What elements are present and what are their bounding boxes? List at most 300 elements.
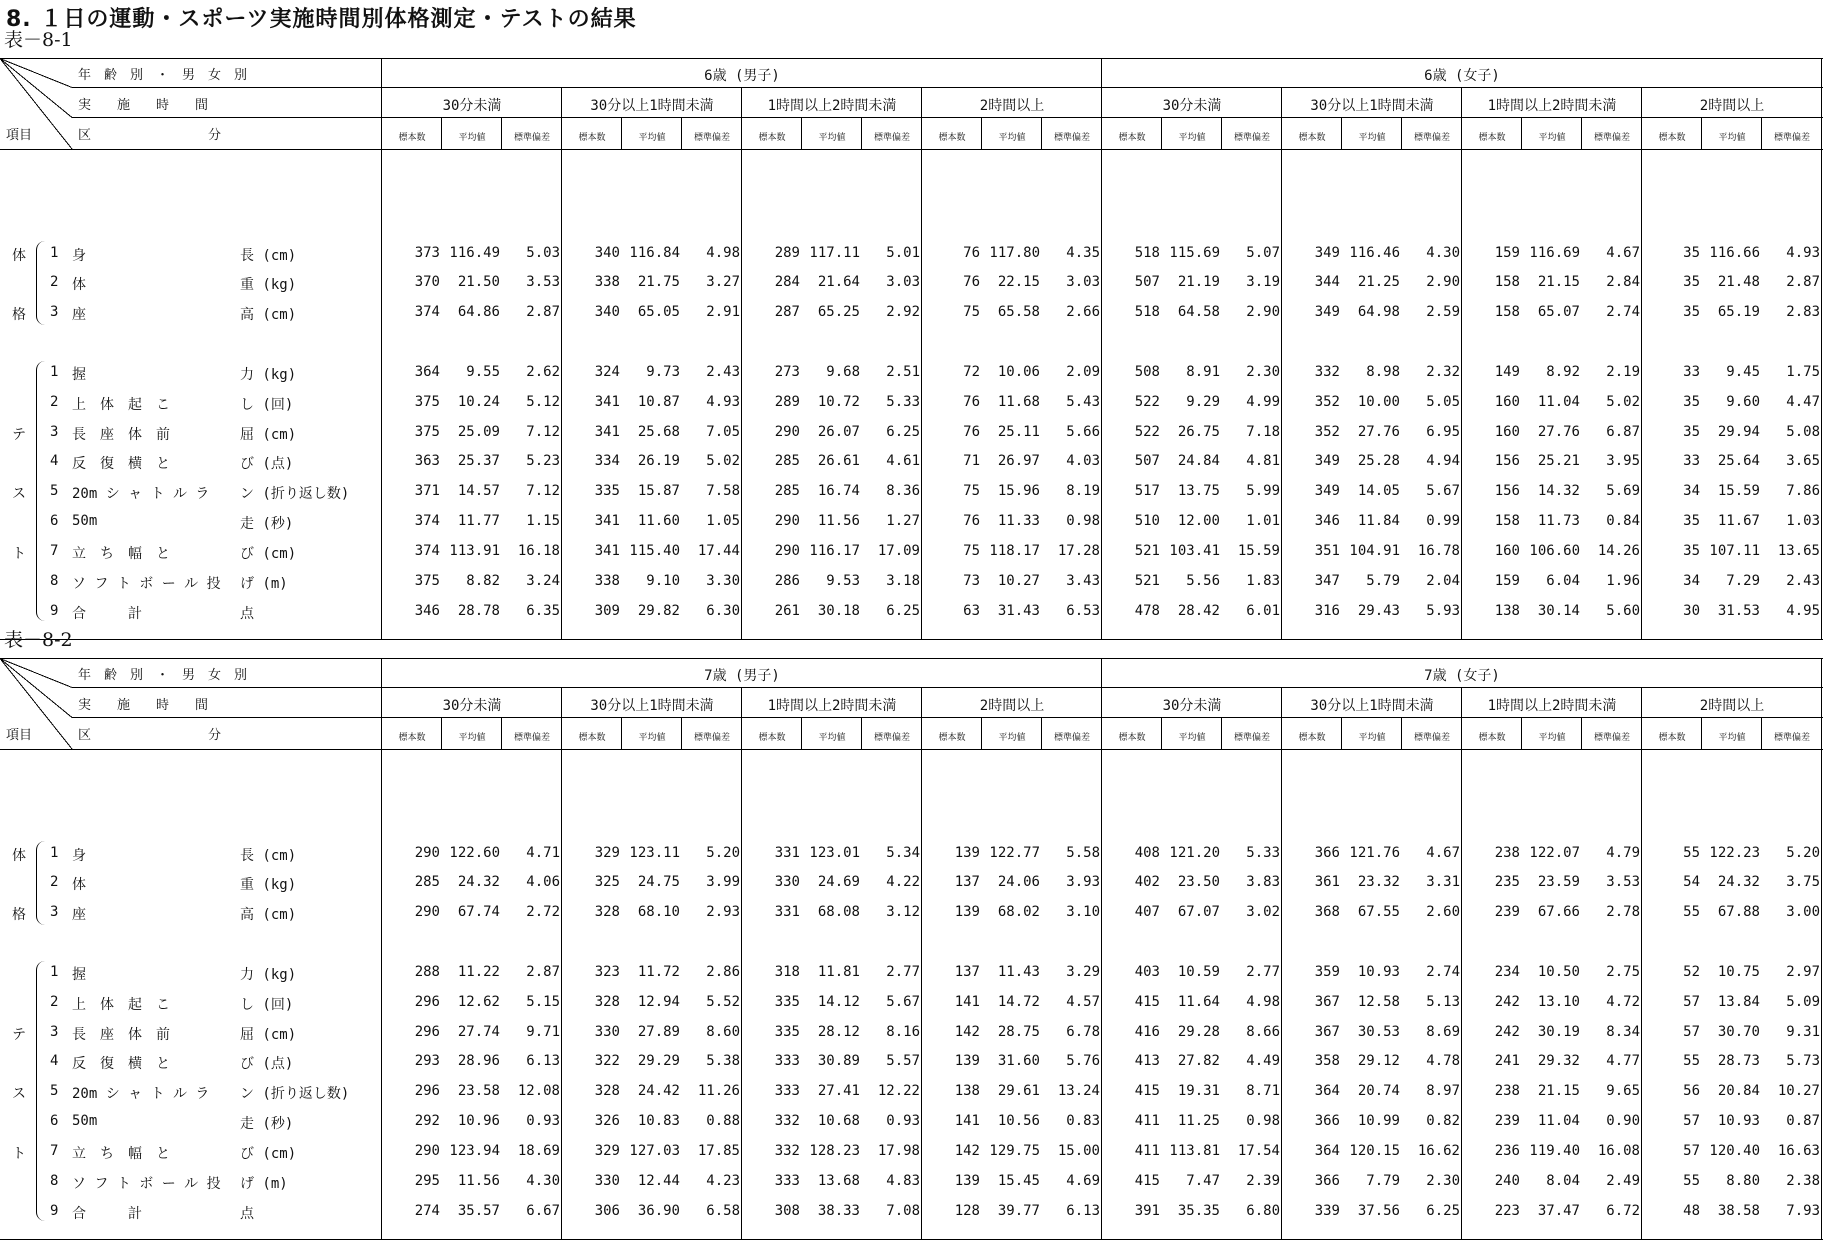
table-cell: 21.19: [1177, 274, 1220, 290]
table-cell: 67.07: [1177, 904, 1220, 920]
table-cell: 285: [774, 453, 800, 469]
table-cell: 7.12: [526, 483, 560, 499]
table-cell: 26.61: [817, 453, 860, 469]
table-cell: 7.05: [706, 424, 740, 440]
table-cell: 3.27: [706, 274, 740, 290]
table-cell: 235: [1494, 874, 1520, 890]
table-cell: 27.41: [817, 1083, 860, 1099]
table-cell: 5.20: [706, 845, 740, 861]
stat-header: 標準偏差: [1773, 133, 1810, 143]
table-cell: 7.47: [1186, 1173, 1220, 1189]
table-cell: 10.06: [997, 364, 1040, 380]
stat-header: 標本数: [938, 133, 966, 143]
table-cell: 156: [1494, 453, 1520, 469]
table-cell: 2.91: [706, 304, 740, 320]
table-cell: 35: [1683, 245, 1700, 261]
header-category: 区 分: [78, 728, 222, 743]
table-cell: 24.42: [637, 1083, 680, 1099]
table-cell: 366: [1314, 845, 1340, 861]
table-cell: 3.53: [526, 274, 560, 290]
category-label: ト: [12, 546, 26, 562]
table-cell: 340: [594, 304, 620, 320]
table-cell: 8.36: [886, 483, 920, 499]
table-cell: 116.17: [809, 543, 860, 559]
table-cell: 10.59: [1177, 964, 1220, 980]
table-cell: 8.69: [1426, 1024, 1460, 1040]
table-cell: 416: [1134, 1024, 1160, 1040]
table-cell: 15.96: [997, 483, 1040, 499]
table-cell: 123.94: [449, 1143, 500, 1159]
table-cell: 11.68: [997, 394, 1040, 410]
time-group-header: 2時間以上: [979, 698, 1045, 714]
table-cell: 507: [1134, 274, 1160, 290]
table-cell: 14.05: [1357, 483, 1400, 499]
table-cell: 367: [1314, 994, 1340, 1010]
table-cell: 322: [594, 1053, 620, 1069]
table-cell: 341: [594, 543, 620, 559]
table-cell: 2.39: [1246, 1173, 1280, 1189]
table-cell: 14.26: [1597, 543, 1640, 559]
table-cell: 30.14: [1537, 603, 1580, 619]
table-cell: 64.58: [1177, 304, 1220, 320]
table-cell: 238: [1494, 845, 1520, 861]
table-cell: 4.71: [526, 845, 560, 861]
table-cell: 366: [1314, 1113, 1340, 1129]
table-cell: 10.75: [1717, 964, 1760, 980]
stat-header: 標準偏差: [693, 133, 730, 143]
header-item: 項目: [6, 128, 33, 143]
table-cell: 2.90: [1426, 274, 1460, 290]
table-cell: 7.08: [886, 1203, 920, 1219]
table-cell: 11.22: [457, 964, 500, 980]
table-cell: 0.98: [1066, 513, 1100, 529]
table-cell: 9.65: [1606, 1083, 1640, 1099]
table-cell: 2.62: [526, 364, 560, 380]
table-cell: 1.01: [1246, 513, 1280, 529]
row-number: 1: [50, 845, 59, 861]
stat-header: 標準偏差: [1593, 133, 1630, 143]
table-cell: 21.64: [817, 274, 860, 290]
table-cell: 21.75: [637, 274, 680, 290]
table-cell: 2.93: [706, 904, 740, 920]
table-cell: 23.50: [1177, 874, 1220, 890]
table-cell: 127.03: [629, 1143, 680, 1159]
table-cell: 30.19: [1537, 1024, 1580, 1040]
table-cell: 285: [414, 874, 440, 890]
row-number: 3: [50, 304, 59, 320]
category-label: 体: [12, 848, 26, 864]
table-cell: 290: [414, 1143, 440, 1159]
table-cell: 332: [774, 1113, 800, 1129]
table-cell: 349: [1314, 245, 1340, 261]
table-cell: 31.43: [997, 603, 1040, 619]
table-cell: 508: [1134, 364, 1160, 380]
row-number: 4: [50, 1053, 59, 1069]
row-unit: 高 (cm): [240, 907, 297, 923]
table-cell: 7.93: [1786, 1203, 1820, 1219]
table-cell: 288: [414, 964, 440, 980]
table-cell: 374: [414, 513, 440, 529]
table-cell: 103.41: [1169, 543, 1220, 559]
table-cell: 367: [1314, 1024, 1340, 1040]
table-cell: 326: [594, 1113, 620, 1129]
table-cell: 308: [774, 1203, 800, 1219]
stat-header: 標本数: [398, 133, 426, 143]
table-cell: 75: [963, 304, 980, 320]
stat-header: 標準偏差: [1413, 733, 1450, 743]
category-label: ス: [12, 486, 26, 502]
table-cell: 8.34: [1606, 1024, 1640, 1040]
diagonal-line: [0, 659, 72, 688]
table-cell: 330: [594, 1024, 620, 1040]
row-unit: 屈 (cm): [240, 1027, 297, 1043]
table-cell: 10.96: [457, 1113, 500, 1129]
stat-header: 平均値: [1718, 733, 1746, 743]
table-cell: 5.08: [1786, 424, 1820, 440]
table-cell: 334: [594, 453, 620, 469]
category-label: テ: [12, 1027, 26, 1043]
row-number: 3: [50, 1024, 59, 1040]
table-cell: 5.67: [1426, 483, 1460, 499]
table-cell: 333: [774, 1083, 800, 1099]
table-cell: 129.75: [989, 1143, 1040, 1159]
female-title: 7歳 (女子): [1424, 668, 1500, 684]
table-cell: 142: [954, 1143, 980, 1159]
table-cell: 242: [1494, 994, 1520, 1010]
table-cell: 0.83: [1066, 1113, 1100, 1129]
table-cell: 5.79: [1366, 573, 1400, 589]
table-cell: 5.03: [526, 245, 560, 261]
category-label: テ: [12, 427, 26, 443]
table-cell: 9.73: [646, 364, 680, 380]
stat-header: 平均値: [818, 133, 846, 143]
table-cell: 403: [1134, 964, 1160, 980]
table-cell: 10.72: [817, 394, 860, 410]
time-group-header: 30分以上1時間未満: [1310, 98, 1434, 114]
table-cell: 35: [1683, 394, 1700, 410]
row-name: 座: [72, 307, 86, 323]
table-cell: 3.65: [1786, 453, 1820, 469]
table-cell: 370: [414, 274, 440, 290]
stat-header: 平均値: [458, 133, 486, 143]
table-cell: 4.72: [1606, 994, 1640, 1010]
table-cell: 521: [1134, 543, 1160, 559]
table-cell: 330: [594, 1173, 620, 1189]
table-cell: 335: [774, 1024, 800, 1040]
table-cell: 5.66: [1066, 424, 1100, 440]
table-cell: 15.87: [637, 483, 680, 499]
table-cell: 332: [774, 1143, 800, 1159]
table-cell: 11.64: [1177, 994, 1220, 1010]
table-cell: 242: [1494, 1024, 1520, 1040]
table-cell: 12.58: [1357, 994, 1400, 1010]
row-name: 長 座 体 前: [72, 1027, 170, 1043]
table-cell: 67.66: [1537, 904, 1580, 920]
table-cell: 2.90: [1246, 304, 1280, 320]
table-cell: 10.68: [817, 1113, 860, 1129]
table-cell: 17.09: [877, 543, 920, 559]
row-unit: 走 (秒): [240, 516, 294, 532]
table-cell: 2.87: [526, 964, 560, 980]
table-cell: 10.00: [1357, 394, 1400, 410]
table-cell: 104.91: [1349, 543, 1400, 559]
table-cell: 289: [774, 394, 800, 410]
table-cell: 17.85: [697, 1143, 740, 1159]
row-name: 50m: [72, 1113, 98, 1129]
table-cell: 293: [414, 1053, 440, 1069]
table-cell: 65.07: [1537, 304, 1580, 320]
table-cell: 11.84: [1357, 513, 1400, 529]
table-cell: 26.97: [997, 453, 1040, 469]
row-name: 50m: [72, 513, 98, 529]
row-name: 身: [72, 848, 86, 864]
row-name: 座: [72, 907, 86, 923]
stat-header: 平均値: [638, 133, 666, 143]
table-cell: 76: [963, 394, 980, 410]
table-cell: 329: [594, 1143, 620, 1159]
table-cell: 0.87: [1786, 1113, 1820, 1129]
table-cell: 17.98: [877, 1143, 920, 1159]
table-cell: 19.31: [1177, 1083, 1220, 1099]
table-cell: 4.83: [886, 1173, 920, 1189]
stat-header: 平均値: [1718, 133, 1746, 143]
table-cell: 10.83: [637, 1113, 680, 1129]
table-cell: 68.10: [637, 904, 680, 920]
table-cell: 341: [594, 394, 620, 410]
table-cell: 4.99: [1246, 394, 1280, 410]
test-brace: [36, 961, 45, 1221]
table-cell: 522: [1134, 394, 1160, 410]
table-cell: 107.11: [1709, 543, 1760, 559]
table-cell: 510: [1134, 513, 1160, 529]
row-number: 8: [50, 1173, 59, 1189]
table-cell: 115.69: [1169, 245, 1220, 261]
table-cell: 3.03: [886, 274, 920, 290]
stat-header: 標準偏差: [873, 133, 910, 143]
table-cell: 138: [954, 1083, 980, 1099]
time-group-header: 1時間以上2時間未満: [767, 698, 897, 714]
table-cell: 351: [1314, 543, 1340, 559]
table-cell: 5.99: [1246, 483, 1280, 499]
table-cell: 116.66: [1709, 245, 1760, 261]
table-cell: 507: [1134, 453, 1160, 469]
table-cell: 236: [1494, 1143, 1520, 1159]
table-cell: 9.31: [1786, 1024, 1820, 1040]
table-cell: 5.56: [1186, 573, 1220, 589]
time-group-header: 2時間以上: [1699, 698, 1765, 714]
male-title: 6歳 (男子): [704, 68, 780, 84]
table-cell: 138: [1494, 603, 1520, 619]
table-cell: 330: [774, 874, 800, 890]
table-cell: 30.70: [1717, 1024, 1760, 1040]
table-cell: 335: [774, 994, 800, 1010]
table-cell: 2.87: [526, 304, 560, 320]
row-name: 長 座 体 前: [72, 427, 170, 443]
stat-header: 標本数: [758, 133, 786, 143]
table-cell: 9.55: [466, 364, 500, 380]
row-name: 身: [72, 248, 86, 264]
table-cell: 6.25: [886, 603, 920, 619]
table-cell: 374: [414, 543, 440, 559]
male-title: 7歳 (男子): [704, 668, 780, 684]
table-cell: 413: [1134, 1053, 1160, 1069]
stat-header: 標準偏差: [1053, 733, 1090, 743]
table-cell: 25.21: [1537, 453, 1580, 469]
table-cell: 3.03: [1066, 274, 1100, 290]
table-cell: 33: [1683, 364, 1700, 380]
stat-header: 標準偏差: [513, 733, 550, 743]
table-cell: 8.19: [1066, 483, 1100, 499]
table-cell: 128: [954, 1203, 980, 1219]
table-cell: 10.56: [997, 1113, 1040, 1129]
row-unit: し (回): [240, 997, 294, 1013]
table-cell: 347: [1314, 573, 1340, 589]
row-name: 上 体 起 こ: [72, 997, 170, 1013]
table-cell: 333: [774, 1173, 800, 1189]
table-cell: 25.37: [457, 453, 500, 469]
time-group-header: 30分未満: [442, 698, 502, 714]
table-cell: 324: [594, 364, 620, 380]
table-cell: 517: [1134, 483, 1160, 499]
table-cell: 6.35: [526, 603, 560, 619]
table-cell: 415: [1134, 1083, 1160, 1099]
stat-header: 平均値: [1358, 133, 1386, 143]
diagonal-line: [0, 59, 72, 118]
table-cell: 2.49: [1606, 1173, 1640, 1189]
table-cell: 1.75: [1786, 364, 1820, 380]
row-number: 4: [50, 453, 59, 469]
table-cell: 4.06: [526, 874, 560, 890]
table-cell: 11.73: [1537, 513, 1580, 529]
table-cell: 2.51: [886, 364, 920, 380]
row-unit: 重 (kg): [240, 277, 297, 293]
row-unit: び (点): [240, 1056, 294, 1072]
table-cell: 8.16: [886, 1024, 920, 1040]
table-cell: 0.88: [706, 1113, 740, 1129]
table-cell: 368: [1314, 904, 1340, 920]
table-cell: 6.72: [1606, 1203, 1640, 1219]
table-cell: 52: [1683, 964, 1700, 980]
table-cell: 2.38: [1786, 1173, 1820, 1189]
category-label: ス: [12, 1086, 26, 1102]
table-cell: 328: [594, 1083, 620, 1099]
table-cell: 56: [1683, 1083, 1700, 1099]
table-cell: 2.43: [706, 364, 740, 380]
table-cell: 25.68: [637, 424, 680, 440]
table-cell: 2.78: [1606, 904, 1640, 920]
table-cell: 1.27: [886, 513, 920, 529]
table-cell: 27.89: [637, 1024, 680, 1040]
table-cell: 8.60: [706, 1024, 740, 1040]
table-cell: 374: [414, 304, 440, 320]
row-number: 1: [50, 364, 59, 380]
time-group-header: 30分以上1時間未満: [590, 98, 714, 114]
table-cell: 375: [414, 394, 440, 410]
table-cell: 296: [414, 994, 440, 1010]
table-cell: 35: [1683, 274, 1700, 290]
table-cell: 35: [1683, 513, 1700, 529]
table-cell: 24.84: [1177, 453, 1220, 469]
stat-header: 標準偏差: [513, 133, 550, 143]
table-cell: 2.43: [1786, 573, 1820, 589]
stat-header: 標準偏差: [1233, 133, 1270, 143]
table-cell: 76: [963, 513, 980, 529]
table-cell: 72: [963, 364, 980, 380]
table-cell: 16.63: [1777, 1143, 1820, 1159]
row-unit: 点: [240, 606, 254, 622]
page-title: 8. １日の運動・スポーツ実施時間別体格測定・テストの結果: [6, 7, 637, 32]
table-cell: 71: [963, 453, 980, 469]
table-cell: 3.10: [1066, 904, 1100, 920]
table-cell: 3.99: [706, 874, 740, 890]
table-cell: 57: [1683, 1024, 1700, 1040]
table-cell: 2.97: [1786, 964, 1820, 980]
table-cell: 6.25: [1426, 1203, 1460, 1219]
header-time: 実 施 時 間: [78, 698, 209, 713]
table-cell: 5.23: [526, 453, 560, 469]
table-cell: 25.64: [1717, 453, 1760, 469]
stat-header: 標準偏差: [1053, 133, 1090, 143]
table-cell: 35: [1683, 424, 1700, 440]
table-cell: 29.43: [1357, 603, 1400, 619]
table-cell: 411: [1134, 1113, 1160, 1129]
table-cell: 306: [594, 1203, 620, 1219]
table-cell: 11.56: [457, 1173, 500, 1189]
table-cell: 27.74: [457, 1024, 500, 1040]
table-cell: 5.15: [526, 994, 560, 1010]
table-cell: 11.81: [817, 964, 860, 980]
row-unit: 長 (cm): [240, 248, 297, 264]
table-cell: 5.58: [1066, 845, 1100, 861]
row-unit: 点: [240, 1206, 254, 1222]
table-cell: 2.74: [1426, 964, 1460, 980]
table-cell: 7.58: [706, 483, 740, 499]
table-cell: 2.09: [1066, 364, 1100, 380]
table-cell: 6.78: [1066, 1024, 1100, 1040]
table-cell: 16.18: [517, 543, 560, 559]
table-cell: 160: [1494, 543, 1520, 559]
table-cell: 13.68: [817, 1173, 860, 1189]
table-cell: 3.95: [1606, 453, 1640, 469]
table-cell: 346: [414, 603, 440, 619]
table-cell: 5.38: [706, 1053, 740, 1069]
table-cell: 10.27: [997, 573, 1040, 589]
table-cell: 10.50: [1537, 964, 1580, 980]
table-cell: 5.69: [1606, 483, 1640, 499]
table-cell: 371: [414, 483, 440, 499]
table-cell: 284: [774, 274, 800, 290]
table-cell: 349: [1314, 453, 1340, 469]
table-cell: 17.54: [1237, 1143, 1280, 1159]
table-cell: 116.46: [1349, 245, 1400, 261]
row-unit: び (cm): [240, 1146, 297, 1162]
table-cell: 12.44: [637, 1173, 680, 1189]
table-cell: 415: [1134, 1173, 1160, 1189]
table-cell: 11.25: [1177, 1113, 1220, 1129]
table-cell: 21.15: [1537, 1083, 1580, 1099]
table-cell: 4.57: [1066, 994, 1100, 1010]
table-cell: 3.43: [1066, 573, 1100, 589]
table-cell: 1.05: [706, 513, 740, 529]
stat-header: 標準偏差: [1413, 133, 1450, 143]
row-number: 2: [50, 394, 59, 410]
table-cell: 7.29: [1726, 573, 1760, 589]
header-age-sex: 年 齢 別 ・ 男 女 別: [78, 668, 248, 683]
table-cell: 11.04: [1537, 1113, 1580, 1129]
row-unit: び (cm): [240, 546, 297, 562]
table-cell: 14.12: [817, 994, 860, 1010]
row-number: 5: [50, 483, 59, 499]
